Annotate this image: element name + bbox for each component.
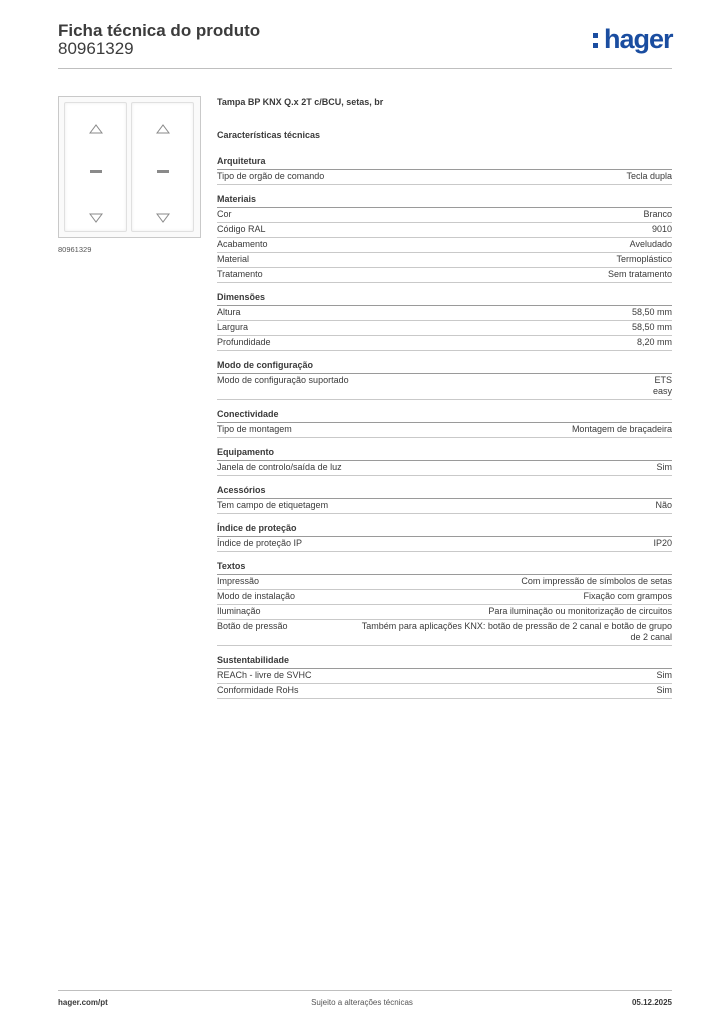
spec-value: Sim bbox=[656, 670, 672, 680]
spec-section bbox=[217, 523, 672, 552]
spec-label: Índice de proteção IP bbox=[217, 538, 303, 548]
spec-label: Altura bbox=[217, 307, 241, 317]
spec-label: Cor bbox=[217, 209, 232, 219]
section-title: Materiais bbox=[217, 194, 672, 208]
spec-sheet bbox=[217, 97, 672, 699]
spec-row bbox=[217, 223, 672, 238]
spec-label: Modo de configuração suportado bbox=[217, 375, 349, 385]
spec-row bbox=[217, 684, 672, 699]
spec-label: Iluminação bbox=[217, 606, 261, 616]
rocker-left bbox=[64, 102, 127, 232]
tech-characteristics-title: Características técnicas bbox=[217, 130, 321, 140]
section-title: Equipamento bbox=[217, 447, 672, 461]
spec-value: Fixação com grampos bbox=[583, 591, 672, 601]
section-title: Arquitetura bbox=[217, 156, 672, 170]
rocker-left-symbols bbox=[65, 103, 128, 233]
spec-row bbox=[217, 336, 672, 351]
spec-label: Profundidade bbox=[217, 337, 271, 347]
dash-icon bbox=[90, 170, 102, 173]
spec-section bbox=[217, 360, 672, 400]
spec-row bbox=[217, 238, 672, 253]
spec-row bbox=[217, 374, 672, 400]
product-name: Tampa BP KNX Q.x 2T c/BCU, setas, br bbox=[217, 97, 384, 107]
footer-website: hager.com/pt bbox=[58, 998, 108, 1007]
rocker-right bbox=[131, 102, 194, 232]
spec-value: 58,50 mm bbox=[631, 307, 672, 317]
spec-label: Janela de controlo/saída de luz bbox=[217, 462, 342, 472]
spec-row bbox=[217, 170, 672, 185]
rocker-right-symbols bbox=[132, 103, 195, 233]
spec-label: Largura bbox=[217, 322, 249, 332]
arrow-up-icon bbox=[157, 125, 169, 133]
section-title: Modo de configuração bbox=[217, 360, 672, 374]
product-image bbox=[58, 96, 201, 238]
spec-value: Termoplástico bbox=[616, 254, 672, 264]
footer-divider bbox=[58, 990, 672, 991]
arrow-down-icon bbox=[90, 214, 102, 222]
logo-text: hager bbox=[604, 24, 673, 54]
spec-value: Também para aplicações KNX: botão de pressão de 2 canal e botão de grupo de 2 canal bbox=[361, 621, 672, 642]
spec-section bbox=[217, 156, 672, 185]
spec-label: Modo de instalação bbox=[217, 591, 296, 601]
spec-value: Sim bbox=[656, 462, 672, 472]
footer-date: 05.12.2025 bbox=[631, 998, 672, 1007]
header-divider bbox=[58, 68, 672, 69]
footer-notice: Sujeito a alterações técnicas bbox=[311, 998, 413, 1007]
arrow-down-icon bbox=[157, 214, 169, 222]
spec-value: 58,50 mm bbox=[631, 322, 672, 332]
spec-row bbox=[217, 499, 672, 514]
spec-row bbox=[217, 590, 672, 605]
spec-row bbox=[217, 620, 672, 646]
spec-row bbox=[217, 423, 672, 438]
spec-section bbox=[217, 194, 672, 283]
spec-section bbox=[217, 292, 672, 351]
spec-value: IP20 bbox=[653, 538, 672, 548]
spec-row bbox=[217, 605, 672, 620]
spec-label: Material bbox=[217, 254, 250, 264]
dash-icon bbox=[157, 170, 169, 173]
spec-value: Tecla dupla bbox=[626, 171, 672, 181]
image-caption: 80961329 bbox=[58, 245, 92, 254]
spec-label: REACh - livre de SVHC bbox=[217, 670, 312, 680]
section-title: Textos bbox=[217, 561, 672, 575]
spec-value: Não bbox=[655, 500, 672, 510]
spec-value: 9010 bbox=[651, 224, 672, 234]
spec-value: Aveludado bbox=[629, 239, 672, 249]
spec-row bbox=[217, 575, 672, 590]
spec-value: Para iluminação ou monitorização de circuitos bbox=[488, 606, 672, 616]
spec-label: Tratamento bbox=[217, 269, 263, 279]
spec-section bbox=[217, 655, 672, 699]
spec-label: Acabamento bbox=[217, 239, 268, 249]
spec-row bbox=[217, 321, 672, 336]
logo-dot-bottom bbox=[593, 43, 598, 48]
spec-row bbox=[217, 537, 672, 552]
logo-dot-top bbox=[593, 33, 598, 38]
section-title: Conectividade bbox=[217, 409, 672, 423]
spec-row bbox=[217, 669, 672, 684]
section-title: Acessórios bbox=[217, 485, 672, 499]
spec-value: ETS easy bbox=[652, 375, 672, 396]
spec-label: Botão de pressão bbox=[217, 621, 288, 631]
product-code: 80961329 bbox=[58, 39, 134, 58]
arrow-up-icon bbox=[90, 125, 102, 133]
spec-label: Impressão bbox=[217, 576, 260, 586]
spec-value: Sem tratamento bbox=[607, 269, 672, 279]
spec-section bbox=[217, 485, 672, 514]
spec-section bbox=[217, 561, 672, 646]
spec-value: Branco bbox=[643, 209, 672, 219]
spec-label: Código RAL bbox=[217, 224, 266, 234]
spec-label: Conformidade RoHs bbox=[217, 685, 299, 695]
spec-label: Tem campo de etiquetagem bbox=[217, 500, 329, 510]
spec-sections bbox=[217, 156, 672, 699]
spec-value: Sim bbox=[656, 685, 672, 695]
spec-value: Com impressão de símbolos de setas bbox=[521, 576, 672, 586]
spec-section bbox=[217, 409, 672, 438]
spec-row bbox=[217, 268, 672, 283]
section-title: Sustentabilidade bbox=[217, 655, 672, 669]
spec-row bbox=[217, 253, 672, 268]
spec-label: Tipo de montagem bbox=[217, 424, 292, 434]
spec-row bbox=[217, 306, 672, 321]
spec-section bbox=[217, 447, 672, 476]
spec-value: Montagem de braçadeira bbox=[571, 424, 672, 434]
spec-row bbox=[217, 461, 672, 476]
spec-row bbox=[217, 208, 672, 223]
spec-label: Tipo de orgão de comando bbox=[217, 171, 325, 181]
spec-value: 8,20 mm bbox=[636, 337, 672, 347]
section-title: Dimensões bbox=[217, 292, 672, 306]
page-title: Ficha técnica do produto bbox=[58, 21, 261, 40]
section-title: Índice de proteção bbox=[217, 523, 672, 537]
